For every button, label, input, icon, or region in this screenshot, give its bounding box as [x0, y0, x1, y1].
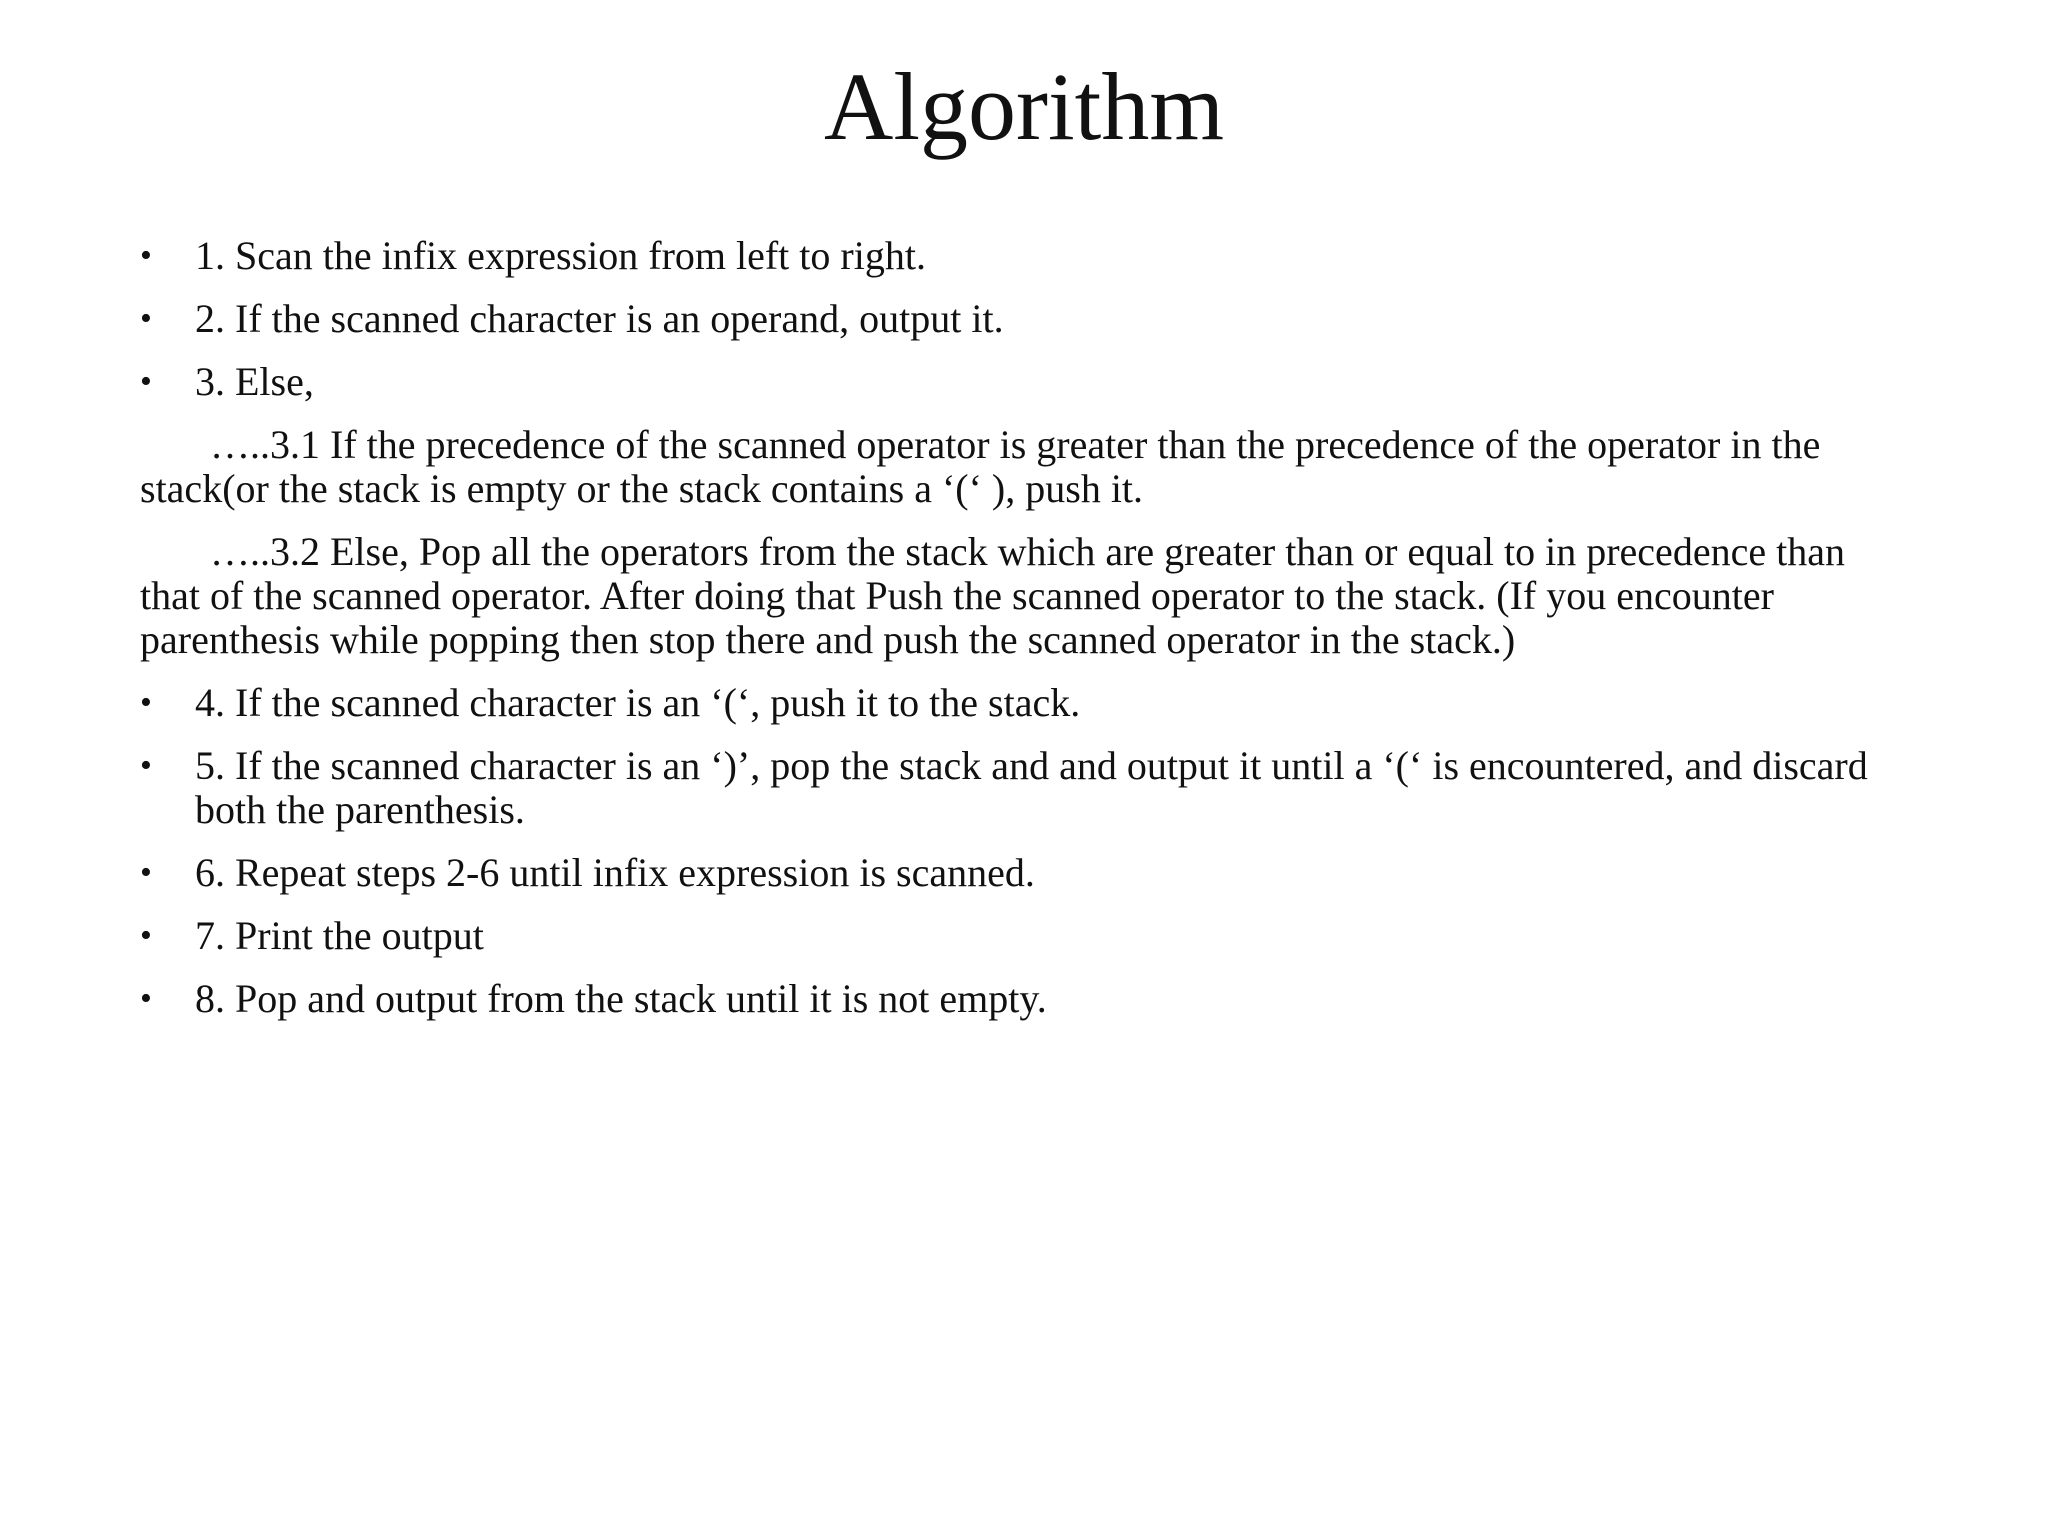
bullet-item-4: [140, 681, 1880, 725]
bullet-icon: •: [140, 300, 152, 337]
bullet-text: 8. Pop and output from the stack until it is not empty.: [195, 976, 1047, 1021]
bullet-item-8: [140, 977, 1880, 1021]
bullet-item-2: [140, 297, 1880, 341]
bullet-item-3: [140, 360, 1880, 404]
sub-item-3-2: …..3.2 Else, Pop all the operators from the stack which are greater than or equal to in precedence than that of the scanned operator. After doing that Push the scanned operator to the stack. (If you encounter parenthesis while popping then stop there and push the scanned operator in the stack.): [140, 529, 1845, 662]
bullet-icon: •: [140, 363, 152, 400]
bullet-item-5: [140, 744, 1880, 832]
bullet-icon: •: [140, 854, 152, 891]
slide-title: Algorithm: [824, 53, 1224, 160]
sub-item-3-1: …..3.1 If the precedence of the scanned operator is greater than the precedence of the operator in the stack(or the stack is empty or the stack contains a ‘(‘ ), push it.: [140, 422, 1821, 511]
bullet-item-7: [140, 914, 1880, 958]
bullet-item-6: [140, 851, 1880, 895]
bullet-icon: •: [140, 747, 152, 784]
bullet-icon: •: [140, 237, 152, 274]
bullet-icon: •: [140, 980, 152, 1017]
bullet-text: 3. Else,: [195, 359, 314, 404]
slide-content: [140, 234, 1880, 1040]
bullet-text: 5. If the scanned character is an ‘)’, pop the stack and and output it until a ‘(‘ is encountered, and discard both the parenthesis.: [195, 743, 1868, 832]
bullet-text: 4. If the scanned character is an ‘(‘, push it to the stack.: [195, 680, 1081, 725]
bullet-icon: •: [140, 917, 152, 954]
bullet-text: 6. Repeat steps 2-6 until infix expression is scanned.: [195, 850, 1035, 895]
bullet-text: 1. Scan the infix expression from left to right.: [195, 233, 926, 278]
bullet-icon: •: [140, 684, 152, 721]
bullet-item-1: [140, 234, 1880, 278]
bullet-text: 2. If the scanned character is an operand, output it.: [195, 296, 1004, 341]
bullet-text: 7. Print the output: [195, 913, 484, 958]
